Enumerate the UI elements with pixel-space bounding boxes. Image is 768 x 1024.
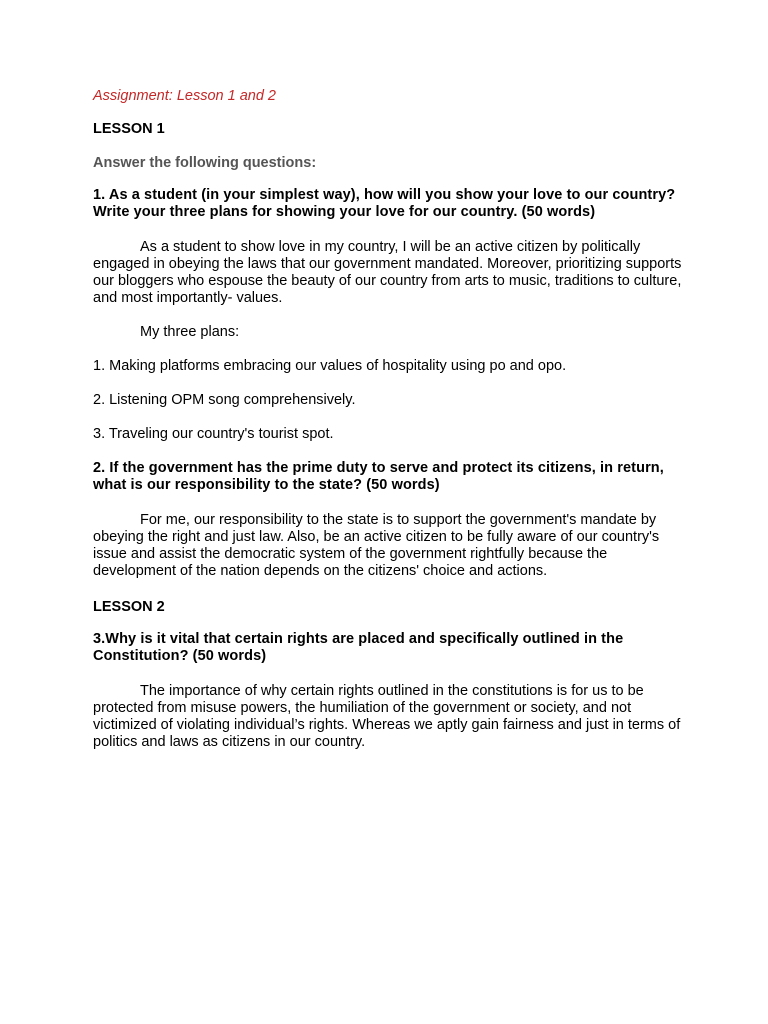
document-page (93, 86, 683, 768)
plan-item-3: 3. Traveling our country's tourist spot. (93, 426, 334, 442)
answer-1: As a student to show love in my country, I will be an active citizen by politically engaged in obeying the laws that our government mandated. Moreover, prioritizing supports our bloggers who espouse the beauty of our country from arts to music, traditions to culture, and most importantly- values. (93, 239, 682, 306)
assignment-title: Assignment: Lesson 1 and 2 (93, 88, 276, 104)
plan-item-1: 1. Making platforms embracing our values of hospitality using po and opo. (93, 358, 567, 374)
question-3: 3.Why is it vital that certain rights are placed and specifically outlined in the Constitution? (50 words) (93, 631, 624, 664)
plans-intro: My three plans: (140, 324, 240, 340)
lesson-1-heading: LESSON 1 (93, 121, 165, 137)
answer-2: For me, our responsibility to the state is to support the government's mandate by obeying the right and just law. Also, be an active citizen to be fully aware of our country's issue and assist the democratic system of the government rightfully because the development of the nation depends on the citizens' choice and actions. (93, 512, 660, 579)
plan-item-2: 2. Listening OPM song comprehensively. (93, 392, 356, 408)
answer-3: The importance of why certain rights outlined in the constitutions is for us to be protected from misuse powers, the humiliation of the government or society, and not victimized of violating individual’s rights. Whereas we aptly gain fairness and just in terms of politics and laws as citizens in our country. (93, 683, 681, 750)
question-2: 2. If the government has the prime duty to serve and protect its citizens, in return, what is our responsibility to the state? (50 words) (93, 460, 664, 493)
question-1: 1. As a student (in your simplest way), how will you show your love to our country? Write your three plans for showing your love for our country. (50 words) (93, 187, 676, 220)
instructions-text: Answer the following questions: (93, 155, 317, 171)
lesson-2-heading: LESSON 2 (93, 599, 165, 615)
